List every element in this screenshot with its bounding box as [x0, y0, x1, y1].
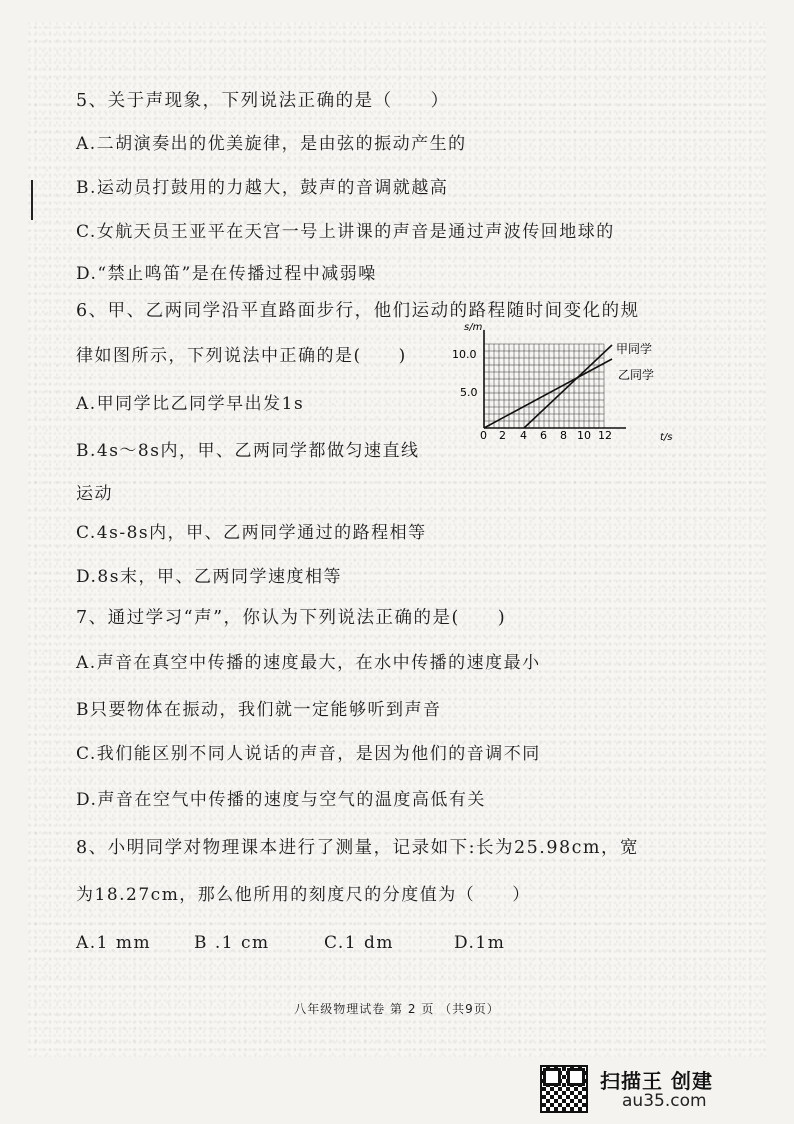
question-5-option-b: B.运动员打鼓用的力越大，鼓声的音调就越高 [76, 178, 449, 198]
series-label-jia: 甲同学 [616, 342, 653, 356]
question-8-title-line2: 为18.27cm，那么他所用的刻度尺的分度值为（ ） [76, 885, 531, 905]
y-tick-10: 10.0 [452, 348, 477, 361]
question-6-title-line1: 6、甲、乙两同学沿平直路面步行，他们运动的路程随时间变化的规 [76, 301, 640, 321]
question-8-option-a: A.1 mm [76, 933, 152, 953]
question-7-option-b: B只要物体在振动，我们就一定能够听到声音 [76, 700, 442, 720]
question-6-option-c: C.4s-8s内，甲、乙两同学通过的路程相等 [76, 523, 427, 543]
page-footer: 八年级物理试卷 第 2 页 （共9页） [294, 1002, 500, 1016]
question-6-title-line2: 律如图所示，下列说法中正确的是( ) [76, 346, 407, 366]
x-tick-0: 0 [480, 429, 487, 442]
distance-time-graph [446, 318, 686, 448]
question-5-title: 5、关于声现象，下列说法正确的是（ ） [76, 91, 450, 111]
x-tick-2: 2 [499, 429, 506, 442]
x-tick-12: 12 [598, 429, 612, 442]
x-tick-4: 4 [520, 429, 527, 442]
question-5-option-d: D.“禁止鸣笛”是在传播过程中减弱噪 [76, 264, 377, 284]
question-8-title-line1: 8、小明同学对物理课本进行了测量，记录如下:长为25.98cm，宽 [76, 838, 640, 858]
question-8-option-c: C.1 dm [324, 933, 395, 953]
x-tick-10: 10 [577, 429, 591, 442]
qr-code-icon [540, 1065, 588, 1113]
question-5-option-a: A.二胡演奏出的优美旋律，是由弦的振动产生的 [76, 134, 467, 154]
question-7-option-d: D.声音在空气中传播的速度与空气的温度高低有关 [76, 790, 486, 810]
question-7-option-a: A.声音在真空中传播的速度最大，在水中传播的速度最小 [76, 653, 541, 673]
x-tick-6: 6 [540, 429, 547, 442]
y-axis-label: s/m [464, 322, 483, 333]
question-8-option-d: D.1m [454, 933, 506, 953]
watermark-brand: 扫描王 创建 [600, 1069, 713, 1093]
x-tick-8: 8 [560, 429, 567, 442]
series-label-yi: 乙同学 [618, 368, 655, 382]
question-5-option-c: C.女航天员王亚平在天宫一号上讲课的声音是通过声波传回地球的 [76, 222, 615, 242]
x-axis-label: t/s [660, 432, 673, 443]
watermark-url: au35.com [622, 1091, 707, 1111]
question-8-option-b: B .1 cm [194, 933, 270, 953]
question-6-option-b-cont: 运动 [76, 484, 113, 504]
question-6-option-a: A.甲同学比乙同学早出发1s [76, 394, 305, 414]
question-8-options [76, 932, 505, 954]
question-6-option-b: B.4s～8s内，甲、乙两同学都做匀速直线 [76, 441, 420, 461]
scanner-watermark [540, 1065, 780, 1115]
question-7-option-c: C.我们能区别不同人说话的声音，是因为他们的音调不同 [76, 744, 541, 764]
series-line-yi [484, 359, 612, 428]
question-7-title: 7、通过学习“声”，你认为下列说法正确的是( ) [76, 608, 507, 628]
graph-grid [484, 344, 604, 428]
question-6-option-d: D.8s末，甲、乙两同学速度相等 [76, 567, 342, 587]
margin-mark [31, 180, 33, 220]
y-tick-5: 5.0 [460, 386, 478, 399]
